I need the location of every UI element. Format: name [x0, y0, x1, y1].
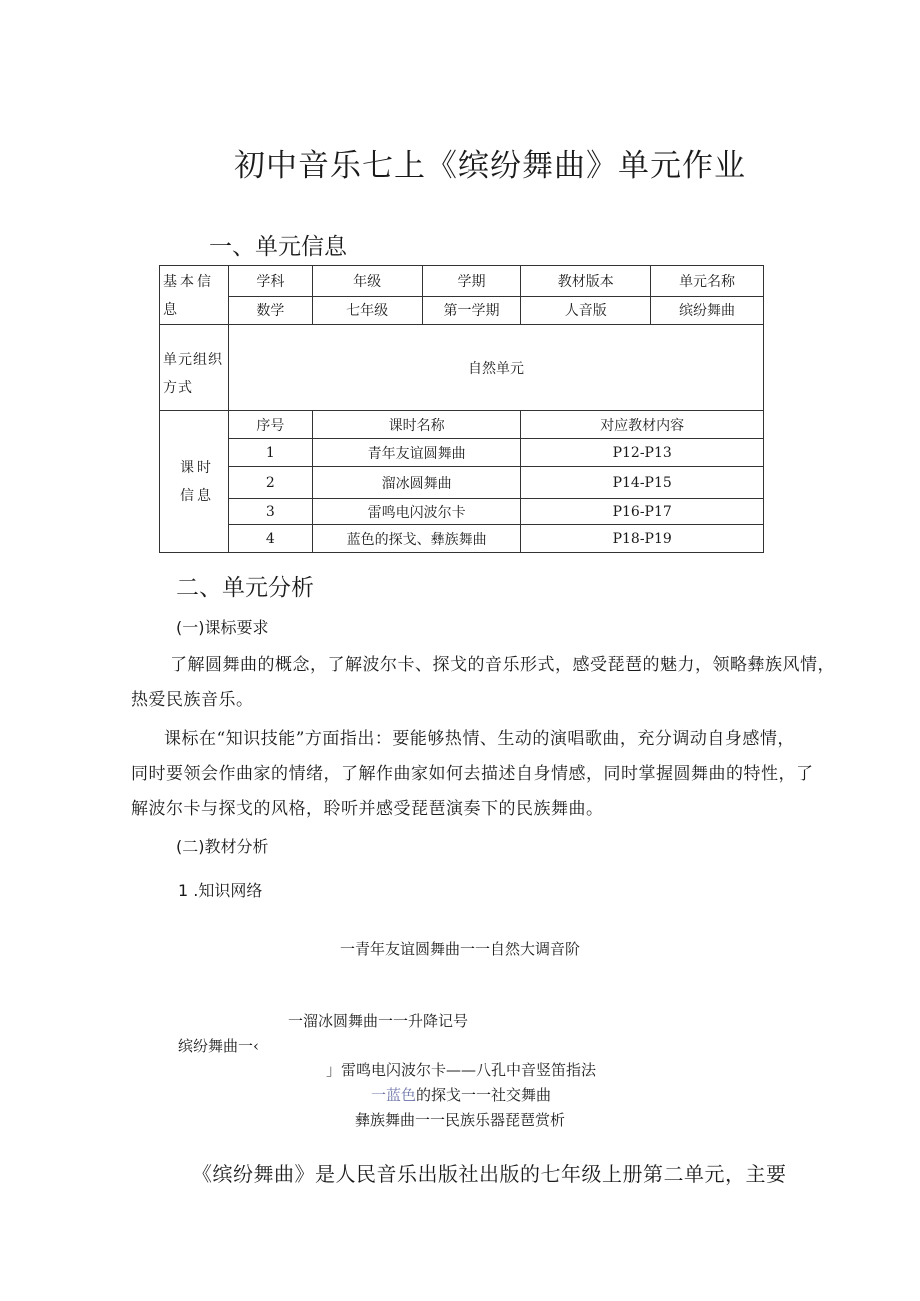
network-branch-5: 彝族舞曲一一民族乐器琵琶赏析: [355, 1111, 566, 1129]
lesson-header-no: 序号: [228, 411, 312, 439]
table-row: [160, 499, 764, 525]
document-title: 初中音乐七上《缤纷舞曲》单元作业: [234, 148, 746, 184]
header-unit-name: 单元名称: [651, 266, 764, 297]
closing-paragraph: 《缤纷舞曲》是人民音乐出版社出版的七年级上册第二单元，主要: [192, 1162, 787, 1186]
table-row: [160, 525, 764, 553]
basic-info-label: 基本信息: [160, 266, 229, 325]
lesson-name: 青年友谊圆舞曲: [312, 439, 521, 467]
lesson-name: 溜冰圆舞曲: [312, 467, 521, 499]
network-branch-4-b: 的探戈一一社交舞曲: [416, 1086, 552, 1104]
lesson-no: 3: [228, 499, 312, 525]
table-row: [160, 467, 764, 499]
lesson-no: 1: [228, 439, 312, 467]
paragraph-2-line-3: 解波尔卡与探戈的风格，聆听并感受琵琶演奏下的民族舞曲。: [131, 799, 604, 819]
lesson-info-label: 课时信息: [160, 411, 229, 553]
lesson-pages: P18-P19: [521, 525, 764, 553]
table-row: [160, 439, 764, 467]
unit-info-table: [159, 265, 764, 553]
header-term: 学期: [422, 266, 521, 297]
header-textbook: 教材版本: [521, 266, 651, 297]
lesson-pages: P16-P17: [521, 499, 764, 525]
value-textbook: 人音版: [521, 296, 651, 324]
lesson-header-name: 课时名称: [312, 411, 521, 439]
paragraph-2-line-1: 课标在“知识技能”方面指出：要能够热情、生动的演唱歌曲，充分调动自身感情，: [164, 729, 795, 749]
value-grade: 七年级: [312, 296, 422, 324]
value-unit-name: 缤纷舞曲: [651, 296, 764, 324]
lesson-no: 2: [228, 467, 312, 499]
network-branch-1: 一青年友谊圆舞曲一一自然大调音阶: [340, 940, 581, 958]
lesson-name: 蓝色的探戈、彝族舞曲: [312, 525, 521, 553]
network-root: 缤纷舞曲一‹: [178, 1037, 259, 1055]
lesson-header-pages: 对应教材内容: [521, 411, 764, 439]
network-branch-4: [371, 1084, 551, 1105]
paragraph-2-line-2: 同时要领会作曲家的情绪，了解作曲家如何去描述自身情感，同时掌握圆舞曲的特性，了: [131, 764, 814, 784]
network-branch-3: 」雷鸣电闪波尔卡——八孔中音竖笛指法: [326, 1061, 597, 1079]
network-branch-2: 一溜冰圆舞曲一一升降记号: [288, 1012, 469, 1030]
lesson-no: 4: [228, 525, 312, 553]
section-heading-unit-analysis: 二、单元分析: [176, 575, 314, 601]
subheading-curriculum: (一)课标要求: [176, 618, 269, 637]
value-subject: 数学: [228, 296, 312, 324]
header-subject: 学科: [228, 266, 312, 297]
org-label: 单元组织方式: [160, 325, 229, 411]
value-term: 第一学期: [422, 296, 521, 324]
section-heading-unit-info: 一、单元信息: [209, 234, 347, 260]
subheading-knowledge-network: 1 .知识网络: [178, 881, 263, 900]
lesson-pages: P14-P15: [521, 467, 764, 499]
subheading-textbook-analysis: (二)教材分析: [176, 837, 269, 856]
paragraph-1-line-1: 了解圆舞曲的概念，了解波尔卡、探戈的音乐形式，感受琵琶的魅力，领略彝族风情，: [170, 655, 835, 675]
paragraph-1-line-2: 热爱民族音乐。: [131, 690, 254, 710]
lesson-name: 雷鸣电闪波尔卡: [312, 499, 521, 525]
network-branch-4-a: 一蓝色: [371, 1086, 417, 1104]
org-value: 自然单元: [228, 325, 763, 411]
header-grade: 年级: [312, 266, 422, 297]
lesson-pages: P12-P13: [521, 439, 764, 467]
